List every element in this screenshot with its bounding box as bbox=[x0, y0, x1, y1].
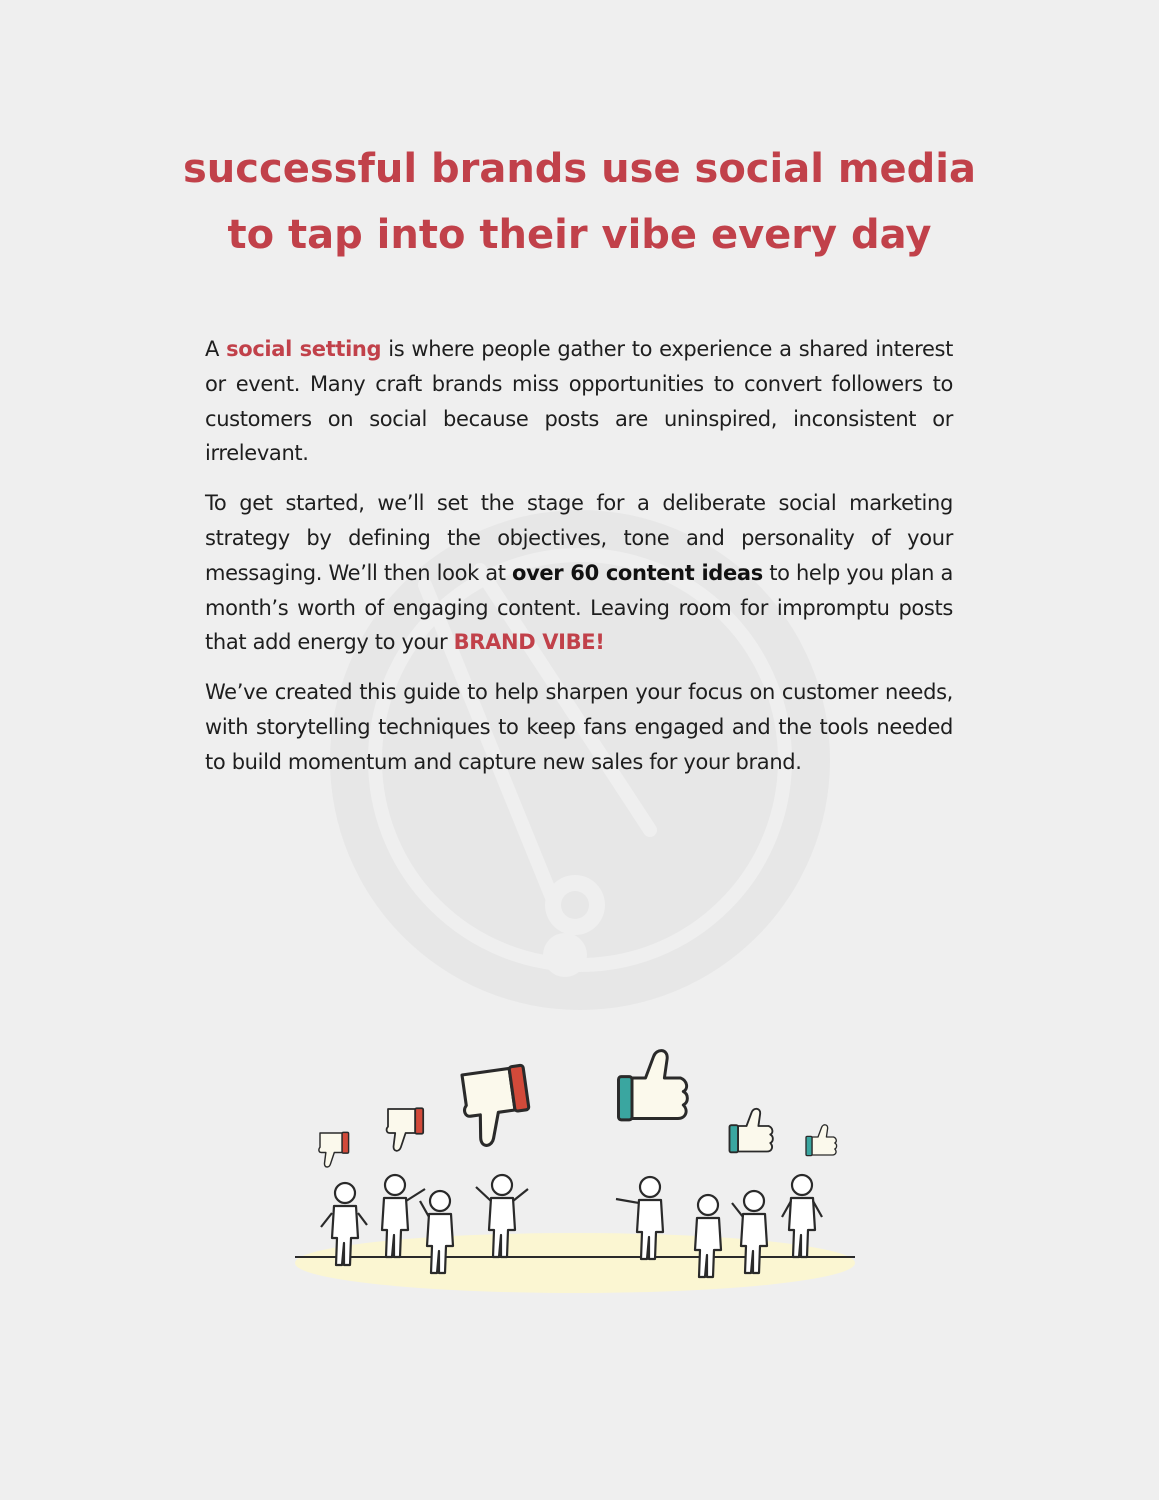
thumbs-up-icon bbox=[619, 1051, 688, 1120]
paragraph-get-started bbox=[205, 486, 953, 660]
title-line-2: to tap into their vibe every day bbox=[227, 212, 932, 258]
thumbs-down-icon bbox=[459, 1065, 533, 1148]
ground-shadow bbox=[295, 1233, 855, 1293]
body-copy bbox=[205, 332, 953, 795]
text: to help you plan a month’s worth of engaging content. Leaving room for impromptu posts that add energy to your bbox=[205, 560, 954, 655]
highlight-social-setting: social setting bbox=[226, 337, 382, 361]
thumbs-up-icon bbox=[730, 1109, 773, 1153]
thumbs-up-icon bbox=[806, 1125, 837, 1156]
text: is where people gather to experience a shared interest or event. Many craft brands miss opportunities to convert followers to customers on social because posts are uninspired, inconsistent or irrelevant. bbox=[205, 337, 953, 466]
highlight-brand-vibe: BRAND VIBE! bbox=[453, 630, 605, 655]
text: We’ve created this guide to help sharpen your focus on customer needs, with storytelling techniques to keep fans engaged and the tools needed to build momentum and capture new sales for your brand. bbox=[205, 680, 953, 774]
text: To get started, we’ll set the stage for a deliberate social marketing strategy by defining the objectives, tone and personality of your messaging. We’ll then look at bbox=[205, 491, 953, 585]
paragraph-guide bbox=[205, 675, 953, 779]
text: A bbox=[205, 337, 227, 361]
thumbs-down-icon bbox=[319, 1132, 349, 1167]
paragraph-social-setting bbox=[205, 332, 953, 471]
bold-content-ideas: over 60 content ideas bbox=[512, 560, 763, 585]
thumbs-down-icon bbox=[387, 1108, 424, 1151]
page-title bbox=[0, 136, 1159, 268]
crowd-illustration bbox=[290, 1035, 860, 1305]
title-line-1: successful brands use social media bbox=[183, 146, 976, 192]
